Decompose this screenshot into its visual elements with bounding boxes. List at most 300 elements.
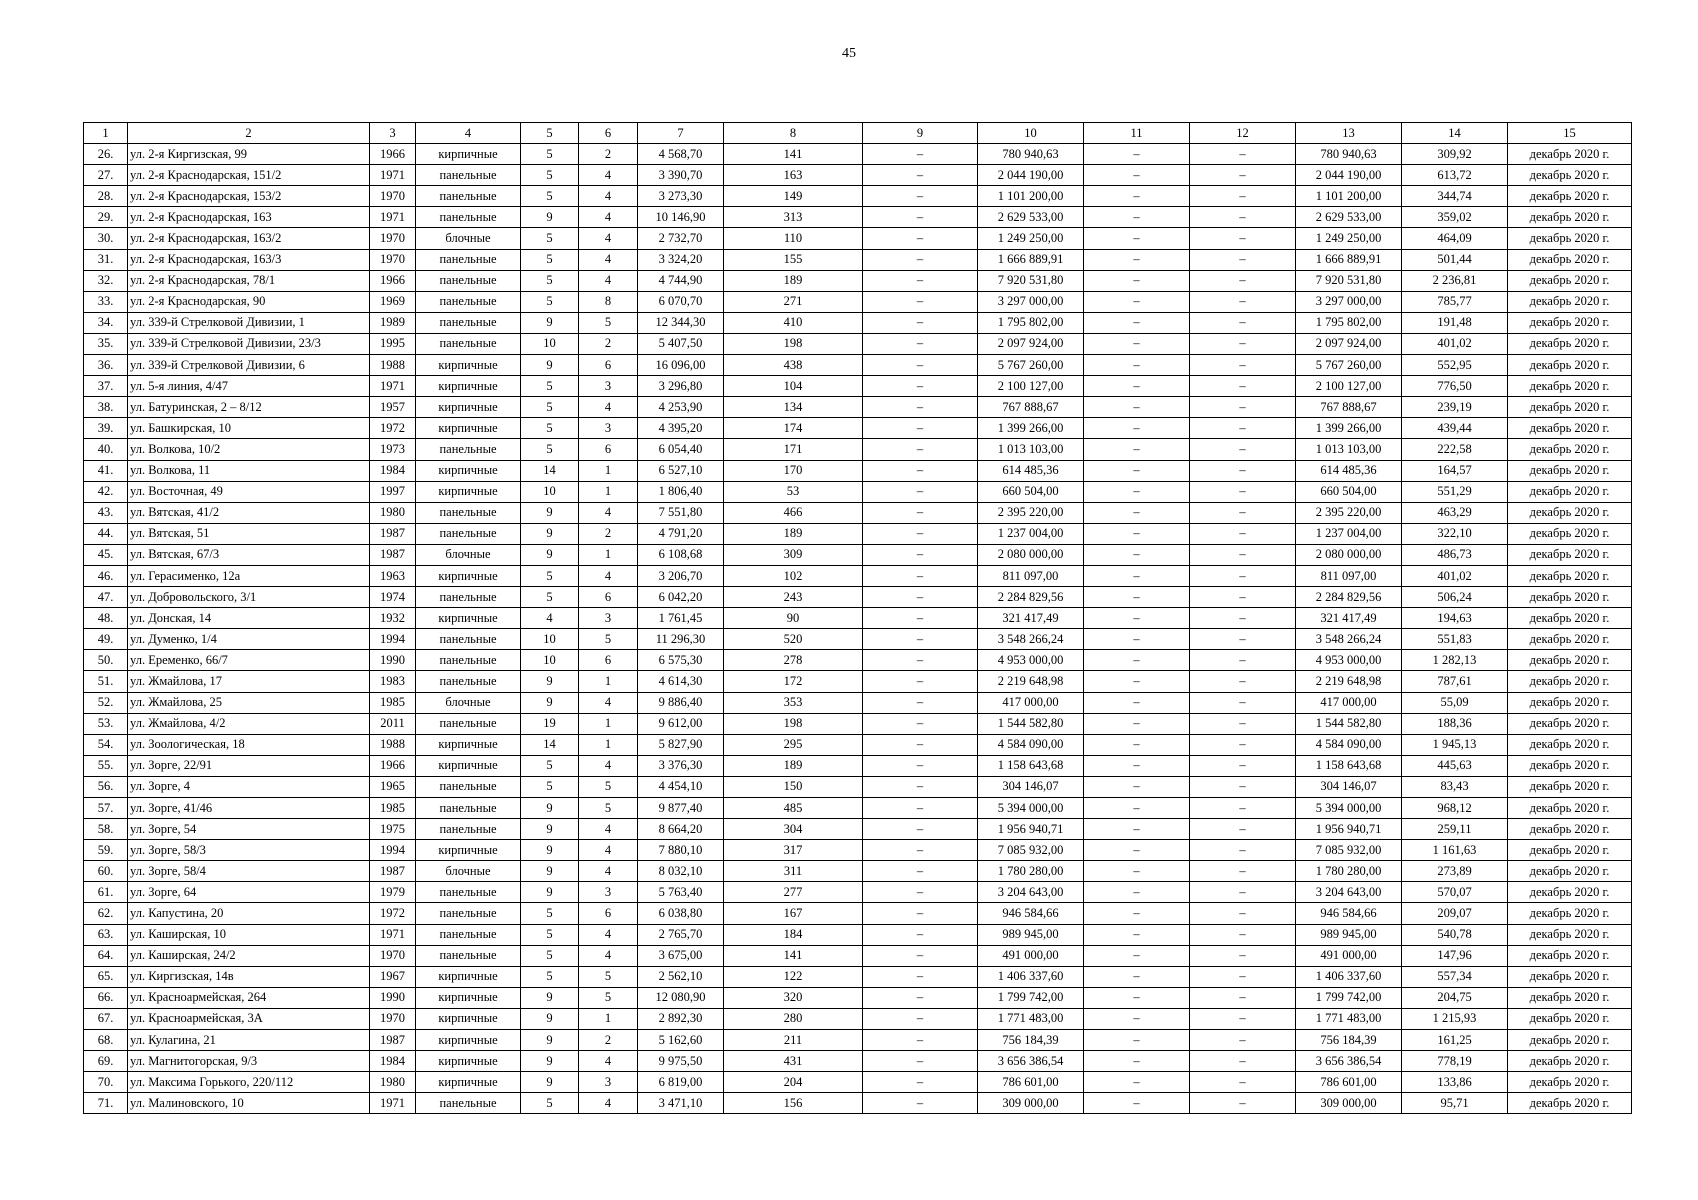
table-cell: 6 054,40 bbox=[638, 439, 724, 460]
table-cell: панельные bbox=[416, 165, 521, 186]
table-cell: ул. Каширская, 24/2 bbox=[128, 945, 370, 966]
table-cell: 3 324,20 bbox=[638, 249, 724, 270]
table-cell: 141 bbox=[724, 945, 863, 966]
table-cell: – bbox=[863, 650, 978, 671]
table-cell: ул. Вятская, 41/2 bbox=[128, 502, 370, 523]
table-cell: 3 bbox=[579, 418, 638, 439]
table-cell: 12 080,90 bbox=[638, 987, 724, 1008]
table-cell: 570,07 bbox=[1402, 882, 1508, 903]
table-cell: ул. Капустина, 20 bbox=[128, 903, 370, 924]
column-header: 10 bbox=[978, 123, 1084, 144]
table-cell: 209,07 bbox=[1402, 903, 1508, 924]
table-cell: – bbox=[1084, 1030, 1190, 1051]
table-cell: декабрь 2020 г. bbox=[1508, 776, 1632, 797]
table-row bbox=[84, 861, 1632, 882]
table-cell: 133,86 bbox=[1402, 1072, 1508, 1093]
table-cell: ул. 2-я Краснодарская, 163/2 bbox=[128, 228, 370, 249]
table-cell: – bbox=[1084, 1072, 1190, 1093]
table-cell: 194,63 bbox=[1402, 608, 1508, 629]
table-cell: 9 bbox=[521, 671, 579, 692]
table-cell: 309,92 bbox=[1402, 144, 1508, 165]
table-cell: 5 bbox=[579, 798, 638, 819]
table-cell: 431 bbox=[724, 1051, 863, 1072]
table-cell: декабрь 2020 г. bbox=[1508, 228, 1632, 249]
table-cell: декабрь 2020 г. bbox=[1508, 144, 1632, 165]
table-cell: 780 940,63 bbox=[1296, 144, 1402, 165]
table-cell: ул. Волкова, 11 bbox=[128, 460, 370, 481]
table-cell: – bbox=[1084, 650, 1190, 671]
table-cell: панельные bbox=[416, 312, 521, 333]
table-cell: – bbox=[863, 1072, 978, 1093]
table-cell: 1985 bbox=[370, 692, 416, 713]
table-cell: 811 097,00 bbox=[1296, 565, 1402, 586]
table-cell: 1987 bbox=[370, 861, 416, 882]
table-cell: – bbox=[863, 903, 978, 924]
table-cell: – bbox=[1084, 291, 1190, 312]
table-cell: 1987 bbox=[370, 1030, 416, 1051]
table-cell: 2 097 924,00 bbox=[978, 333, 1084, 354]
table-cell: кирпичные bbox=[416, 144, 521, 165]
table-cell: – bbox=[1190, 987, 1296, 1008]
table-cell: – bbox=[1084, 755, 1190, 776]
table-cell: 10 bbox=[521, 629, 579, 650]
table-cell: панельные bbox=[416, 207, 521, 228]
table-cell: 4 bbox=[579, 186, 638, 207]
table-cell: 1970 bbox=[370, 186, 416, 207]
table-cell: – bbox=[1190, 186, 1296, 207]
table-cell: ул. Волкова, 10/2 bbox=[128, 439, 370, 460]
table-cell: 491 000,00 bbox=[1296, 945, 1402, 966]
table-cell: 4 bbox=[579, 692, 638, 713]
table-cell: 1 101 200,00 bbox=[1296, 186, 1402, 207]
table-cell: 5 bbox=[521, 165, 579, 186]
table-cell: – bbox=[863, 1051, 978, 1072]
table-cell: ул. Зорге, 58/4 bbox=[128, 861, 370, 882]
table-cell: 2 044 190,00 bbox=[978, 165, 1084, 186]
table-cell: 1984 bbox=[370, 460, 416, 481]
table-cell: 3 296,80 bbox=[638, 376, 724, 397]
table-cell: декабрь 2020 г. bbox=[1508, 819, 1632, 840]
table-cell: ул. 2-я Краснодарская, 78/1 bbox=[128, 270, 370, 291]
table-row bbox=[84, 1030, 1632, 1051]
table-cell: 167 bbox=[724, 903, 863, 924]
page-number: 45 bbox=[842, 46, 856, 61]
table-cell: 466 bbox=[724, 502, 863, 523]
table-cell: – bbox=[1084, 903, 1190, 924]
table-cell: 34. bbox=[84, 312, 128, 333]
table-cell: 756 184,39 bbox=[1296, 1030, 1402, 1051]
table-cell: 1 158 643,68 bbox=[978, 755, 1084, 776]
table-cell: 1 bbox=[579, 1008, 638, 1029]
table-cell: 4 bbox=[579, 819, 638, 840]
table-cell: 71. bbox=[84, 1093, 128, 1114]
table-cell: 1 795 802,00 bbox=[1296, 312, 1402, 333]
table-cell: – bbox=[1190, 650, 1296, 671]
table-cell: ул. Еременко, 66/7 bbox=[128, 650, 370, 671]
table-cell: 1 799 742,00 bbox=[1296, 987, 1402, 1008]
table-cell: декабрь 2020 г. bbox=[1508, 1030, 1632, 1051]
table-cell: 359,02 bbox=[1402, 207, 1508, 228]
table-cell: – bbox=[1190, 333, 1296, 354]
table-row bbox=[84, 671, 1632, 692]
table-cell: 69. bbox=[84, 1051, 128, 1072]
table-cell: 4 bbox=[579, 207, 638, 228]
table-cell: 485 bbox=[724, 798, 863, 819]
table-cell: – bbox=[1190, 376, 1296, 397]
table-row bbox=[84, 418, 1632, 439]
table-cell: ул. Каширская, 10 bbox=[128, 924, 370, 945]
table-cell: 1985 bbox=[370, 798, 416, 819]
table-cell: 5 bbox=[521, 565, 579, 586]
table-cell: декабрь 2020 г. bbox=[1508, 481, 1632, 502]
table-cell: 1990 bbox=[370, 650, 416, 671]
table-cell: ул. 2-я Краснодарская, 151/2 bbox=[128, 165, 370, 186]
table-cell: 4 bbox=[579, 840, 638, 861]
table-cell: декабрь 2020 г. bbox=[1508, 608, 1632, 629]
table-cell: панельные bbox=[416, 333, 521, 354]
table-cell: 1 249 250,00 bbox=[978, 228, 1084, 249]
table-cell: 40. bbox=[84, 439, 128, 460]
table-cell: 54. bbox=[84, 734, 128, 755]
table-cell: кирпичные bbox=[416, 1030, 521, 1051]
table-cell: 4 bbox=[579, 397, 638, 418]
table-cell: декабрь 2020 г. bbox=[1508, 945, 1632, 966]
table-cell: 6 042,20 bbox=[638, 587, 724, 608]
table-cell: 1971 bbox=[370, 376, 416, 397]
table-cell: 35. bbox=[84, 333, 128, 354]
table-cell: 1 237 004,00 bbox=[1296, 523, 1402, 544]
table-cell: 464,09 bbox=[1402, 228, 1508, 249]
table-cell: – bbox=[1084, 439, 1190, 460]
table-cell: 95,71 bbox=[1402, 1093, 1508, 1114]
table-cell: 104 bbox=[724, 376, 863, 397]
table-cell: 309 bbox=[724, 544, 863, 565]
table-cell: 4 454,10 bbox=[638, 776, 724, 797]
column-header: 13 bbox=[1296, 123, 1402, 144]
table-cell: блочные bbox=[416, 544, 521, 565]
table-cell: 401,02 bbox=[1402, 565, 1508, 586]
table-cell: 4 253,90 bbox=[638, 397, 724, 418]
table-cell: 3 548 266,24 bbox=[978, 629, 1084, 650]
table-cell: декабрь 2020 г. bbox=[1508, 650, 1632, 671]
table-cell: 4 584 090,00 bbox=[1296, 734, 1402, 755]
table-cell: 5 827,90 bbox=[638, 734, 724, 755]
table-cell: 660 504,00 bbox=[978, 481, 1084, 502]
table-cell: 41. bbox=[84, 460, 128, 481]
table-cell: – bbox=[1084, 144, 1190, 165]
table-cell: декабрь 2020 г. bbox=[1508, 1072, 1632, 1093]
table-cell: 778,19 bbox=[1402, 1051, 1508, 1072]
table-cell: 780 940,63 bbox=[978, 144, 1084, 165]
table-cell: 43. bbox=[84, 502, 128, 523]
table-row bbox=[84, 945, 1632, 966]
table-cell: 3 656 386,54 bbox=[1296, 1051, 1402, 1072]
column-header: 12 bbox=[1190, 123, 1296, 144]
table-cell: – bbox=[1190, 144, 1296, 165]
table-cell: 4 584 090,00 bbox=[978, 734, 1084, 755]
table-cell: 417 000,00 bbox=[978, 692, 1084, 713]
table-cell: 4 614,30 bbox=[638, 671, 724, 692]
table-cell: 786 601,00 bbox=[978, 1072, 1084, 1093]
table-cell: 67. bbox=[84, 1008, 128, 1029]
column-header: 5 bbox=[521, 123, 579, 144]
table-cell: декабрь 2020 г. bbox=[1508, 861, 1632, 882]
table-cell: 147,96 bbox=[1402, 945, 1508, 966]
column-header: 14 bbox=[1402, 123, 1508, 144]
column-header: 15 bbox=[1508, 123, 1632, 144]
table-cell: ул. Красноармейская, 3А bbox=[128, 1008, 370, 1029]
table-cell: 309 000,00 bbox=[978, 1093, 1084, 1114]
table-cell: – bbox=[1084, 355, 1190, 376]
table-cell: – bbox=[1190, 755, 1296, 776]
table-cell: декабрь 2020 г. bbox=[1508, 397, 1632, 418]
table-cell: панельные bbox=[416, 186, 521, 207]
table-cell: – bbox=[1190, 523, 1296, 544]
table-cell: ул. Зорге, 58/3 bbox=[128, 840, 370, 861]
table-cell: 8 032,10 bbox=[638, 861, 724, 882]
table-cell: 7 920 531,80 bbox=[978, 270, 1084, 291]
column-header: 11 bbox=[1084, 123, 1190, 144]
table-cell: ул. Жмайлова, 25 bbox=[128, 692, 370, 713]
table-cell: 1975 bbox=[370, 819, 416, 840]
table-row bbox=[84, 987, 1632, 1008]
table-cell: – bbox=[863, 629, 978, 650]
table-cell: ул. Кулагина, 21 bbox=[128, 1030, 370, 1051]
table-cell: – bbox=[1084, 629, 1190, 650]
table-cell: 5 bbox=[521, 587, 579, 608]
table-cell: кирпичные bbox=[416, 840, 521, 861]
table-cell: панельные bbox=[416, 776, 521, 797]
table-row bbox=[84, 523, 1632, 544]
table-cell: 438 bbox=[724, 355, 863, 376]
table-cell: 320 bbox=[724, 987, 863, 1008]
table-cell: 9 bbox=[521, 798, 579, 819]
table-cell: 1970 bbox=[370, 945, 416, 966]
table-row bbox=[84, 776, 1632, 797]
table-cell: – bbox=[863, 587, 978, 608]
table-cell: 321 417,49 bbox=[978, 608, 1084, 629]
table-cell: – bbox=[1084, 608, 1190, 629]
table-cell: кирпичные bbox=[416, 966, 521, 987]
table-cell: 5 bbox=[521, 376, 579, 397]
table-row bbox=[84, 882, 1632, 903]
table-cell: 968,12 bbox=[1402, 798, 1508, 819]
table-cell: 9 886,40 bbox=[638, 692, 724, 713]
table-cell: 313 bbox=[724, 207, 863, 228]
table-cell: 271 bbox=[724, 291, 863, 312]
table-cell: 6 bbox=[579, 903, 638, 924]
table-cell: – bbox=[863, 502, 978, 523]
table-cell: – bbox=[1190, 945, 1296, 966]
table-cell: 1 799 742,00 bbox=[978, 987, 1084, 1008]
table-cell: 9 bbox=[521, 1072, 579, 1093]
table-cell: – bbox=[1084, 776, 1190, 797]
table-cell: панельные bbox=[416, 713, 521, 734]
table-cell: – bbox=[863, 397, 978, 418]
table-cell: 4 953 000,00 bbox=[1296, 650, 1402, 671]
table-cell: – bbox=[1190, 903, 1296, 924]
table-cell: 150 bbox=[724, 776, 863, 797]
table-cell: 188,36 bbox=[1402, 713, 1508, 734]
table-cell: ул. Зоологическая, 18 bbox=[128, 734, 370, 755]
table-cell: 1966 bbox=[370, 270, 416, 291]
table-cell: панельные bbox=[416, 249, 521, 270]
table-cell: 1 406 337,60 bbox=[1296, 966, 1402, 987]
table-cell: 5 162,60 bbox=[638, 1030, 724, 1051]
table-cell: 58. bbox=[84, 819, 128, 840]
table-cell: – bbox=[1084, 713, 1190, 734]
table-cell: 3 273,30 bbox=[638, 186, 724, 207]
table-cell: 1 399 266,00 bbox=[978, 418, 1084, 439]
table-cell: 2 284 829,56 bbox=[1296, 587, 1402, 608]
table-cell: 3 390,70 bbox=[638, 165, 724, 186]
table-cell: 5 bbox=[521, 776, 579, 797]
table-cell: 9 612,00 bbox=[638, 713, 724, 734]
table-cell: 321 417,49 bbox=[1296, 608, 1402, 629]
table-cell: 1 544 582,80 bbox=[978, 713, 1084, 734]
table-cell: 1971 bbox=[370, 1093, 416, 1114]
table-cell: – bbox=[863, 165, 978, 186]
table-cell: – bbox=[863, 439, 978, 460]
table-cell: 156 bbox=[724, 1093, 863, 1114]
table-cell: – bbox=[1084, 481, 1190, 502]
table-cell: 62. bbox=[84, 903, 128, 924]
table-cell: 5 bbox=[521, 249, 579, 270]
table-cell: декабрь 2020 г. bbox=[1508, 798, 1632, 819]
table-cell: 110 bbox=[724, 228, 863, 249]
table-cell: ул. Зорге, 22/91 bbox=[128, 755, 370, 776]
table-cell: 439,44 bbox=[1402, 418, 1508, 439]
table-cell: 9 bbox=[521, 1030, 579, 1051]
table-cell: ул. Жмайлова, 17 bbox=[128, 671, 370, 692]
column-number-header-row bbox=[84, 123, 1632, 144]
table-cell: 9 bbox=[521, 882, 579, 903]
table-cell: 280 bbox=[724, 1008, 863, 1029]
table-cell: 5 bbox=[521, 270, 579, 291]
table-cell: 5 bbox=[521, 1093, 579, 1114]
table-cell: 37. bbox=[84, 376, 128, 397]
table-cell: 506,24 bbox=[1402, 587, 1508, 608]
table-cell: декабрь 2020 г. bbox=[1508, 186, 1632, 207]
table-cell: 10 bbox=[521, 333, 579, 354]
table-cell: 1 956 940,71 bbox=[978, 819, 1084, 840]
table-cell: 174 bbox=[724, 418, 863, 439]
table-cell: 1972 bbox=[370, 903, 416, 924]
table-cell: 7 085 932,00 bbox=[1296, 840, 1402, 861]
table-cell: 49. bbox=[84, 629, 128, 650]
table-cell: 353 bbox=[724, 692, 863, 713]
table-cell: декабрь 2020 г. bbox=[1508, 249, 1632, 270]
table-cell: – bbox=[863, 819, 978, 840]
table-cell: 551,29 bbox=[1402, 481, 1508, 502]
table-cell: 189 bbox=[724, 270, 863, 291]
table-cell: – bbox=[863, 608, 978, 629]
table-cell: 28. bbox=[84, 186, 128, 207]
table-cell: 4 744,90 bbox=[638, 270, 724, 291]
table-cell: – bbox=[1190, 966, 1296, 987]
table-cell: 48. bbox=[84, 608, 128, 629]
table-cell: 5 394 000,00 bbox=[978, 798, 1084, 819]
table-cell: 149 bbox=[724, 186, 863, 207]
table-cell: 243 bbox=[724, 587, 863, 608]
table-cell: – bbox=[1084, 397, 1190, 418]
table-cell: – bbox=[1084, 798, 1190, 819]
table-cell: 1 771 483,00 bbox=[978, 1008, 1084, 1029]
table-cell: 1990 bbox=[370, 987, 416, 1008]
table-row bbox=[84, 481, 1632, 502]
table-cell: 1 544 582,80 bbox=[1296, 713, 1402, 734]
table-cell: 2 629 533,00 bbox=[978, 207, 1084, 228]
table-cell: декабрь 2020 г. bbox=[1508, 565, 1632, 586]
table-cell: 70. bbox=[84, 1072, 128, 1093]
table-cell: – bbox=[1190, 819, 1296, 840]
table-cell: 317 bbox=[724, 840, 863, 861]
table-cell: – bbox=[863, 481, 978, 502]
table-cell: 102 bbox=[724, 565, 863, 586]
table-cell: 1 bbox=[579, 713, 638, 734]
table-cell: ул. 2-я Киргизская, 99 bbox=[128, 144, 370, 165]
table-cell: 2 100 127,00 bbox=[978, 376, 1084, 397]
table-cell: 1979 bbox=[370, 882, 416, 903]
table-cell: 9 bbox=[521, 840, 579, 861]
table-cell: – bbox=[1190, 291, 1296, 312]
table-cell: 60. bbox=[84, 861, 128, 882]
table-cell: 1 161,63 bbox=[1402, 840, 1508, 861]
table-cell: 9 bbox=[521, 987, 579, 1008]
table-cell: 4 bbox=[579, 270, 638, 291]
table-row bbox=[84, 565, 1632, 586]
table-cell: декабрь 2020 г. bbox=[1508, 291, 1632, 312]
table-cell: 6 527,10 bbox=[638, 460, 724, 481]
table-cell: 1 237 004,00 bbox=[978, 523, 1084, 544]
table-cell: – bbox=[1190, 355, 1296, 376]
table-cell: кирпичные bbox=[416, 376, 521, 397]
table-cell: – bbox=[863, 270, 978, 291]
table-cell: – bbox=[1190, 502, 1296, 523]
table-cell: 1967 bbox=[370, 966, 416, 987]
table-cell: 1971 bbox=[370, 924, 416, 945]
table-cell: 3 376,30 bbox=[638, 755, 724, 776]
table-cell: 344,74 bbox=[1402, 186, 1508, 207]
table-cell: 8 bbox=[579, 291, 638, 312]
table-cell: 4 bbox=[579, 565, 638, 586]
table-cell: ул. 339-й Стрелковой Дивизии, 1 bbox=[128, 312, 370, 333]
table-cell: 10 bbox=[521, 481, 579, 502]
table-cell: 184 bbox=[724, 924, 863, 945]
table-cell: 946 584,66 bbox=[978, 903, 1084, 924]
table-cell: – bbox=[1084, 376, 1190, 397]
table-cell: 2 080 000,00 bbox=[978, 544, 1084, 565]
table-cell: ул. 2-я Краснодарская, 90 bbox=[128, 291, 370, 312]
table-cell: 1987 bbox=[370, 544, 416, 565]
table-cell: – bbox=[863, 355, 978, 376]
table-row bbox=[84, 249, 1632, 270]
table-cell: – bbox=[863, 312, 978, 333]
table-cell: – bbox=[863, 798, 978, 819]
table-cell: панельные bbox=[416, 587, 521, 608]
table-cell: 5 bbox=[521, 755, 579, 776]
table-cell: 65. bbox=[84, 966, 128, 987]
table-cell: 1 406 337,60 bbox=[978, 966, 1084, 987]
table-cell: 9 bbox=[521, 1051, 579, 1072]
table-cell: 1972 bbox=[370, 418, 416, 439]
table-cell: 767 888,67 bbox=[1296, 397, 1402, 418]
table-cell: ул. Вятская, 67/3 bbox=[128, 544, 370, 565]
table-cell: 30. bbox=[84, 228, 128, 249]
table-cell: 3 204 643,00 bbox=[978, 882, 1084, 903]
table-cell: декабрь 2020 г. bbox=[1508, 460, 1632, 481]
table-cell: 5 763,40 bbox=[638, 882, 724, 903]
